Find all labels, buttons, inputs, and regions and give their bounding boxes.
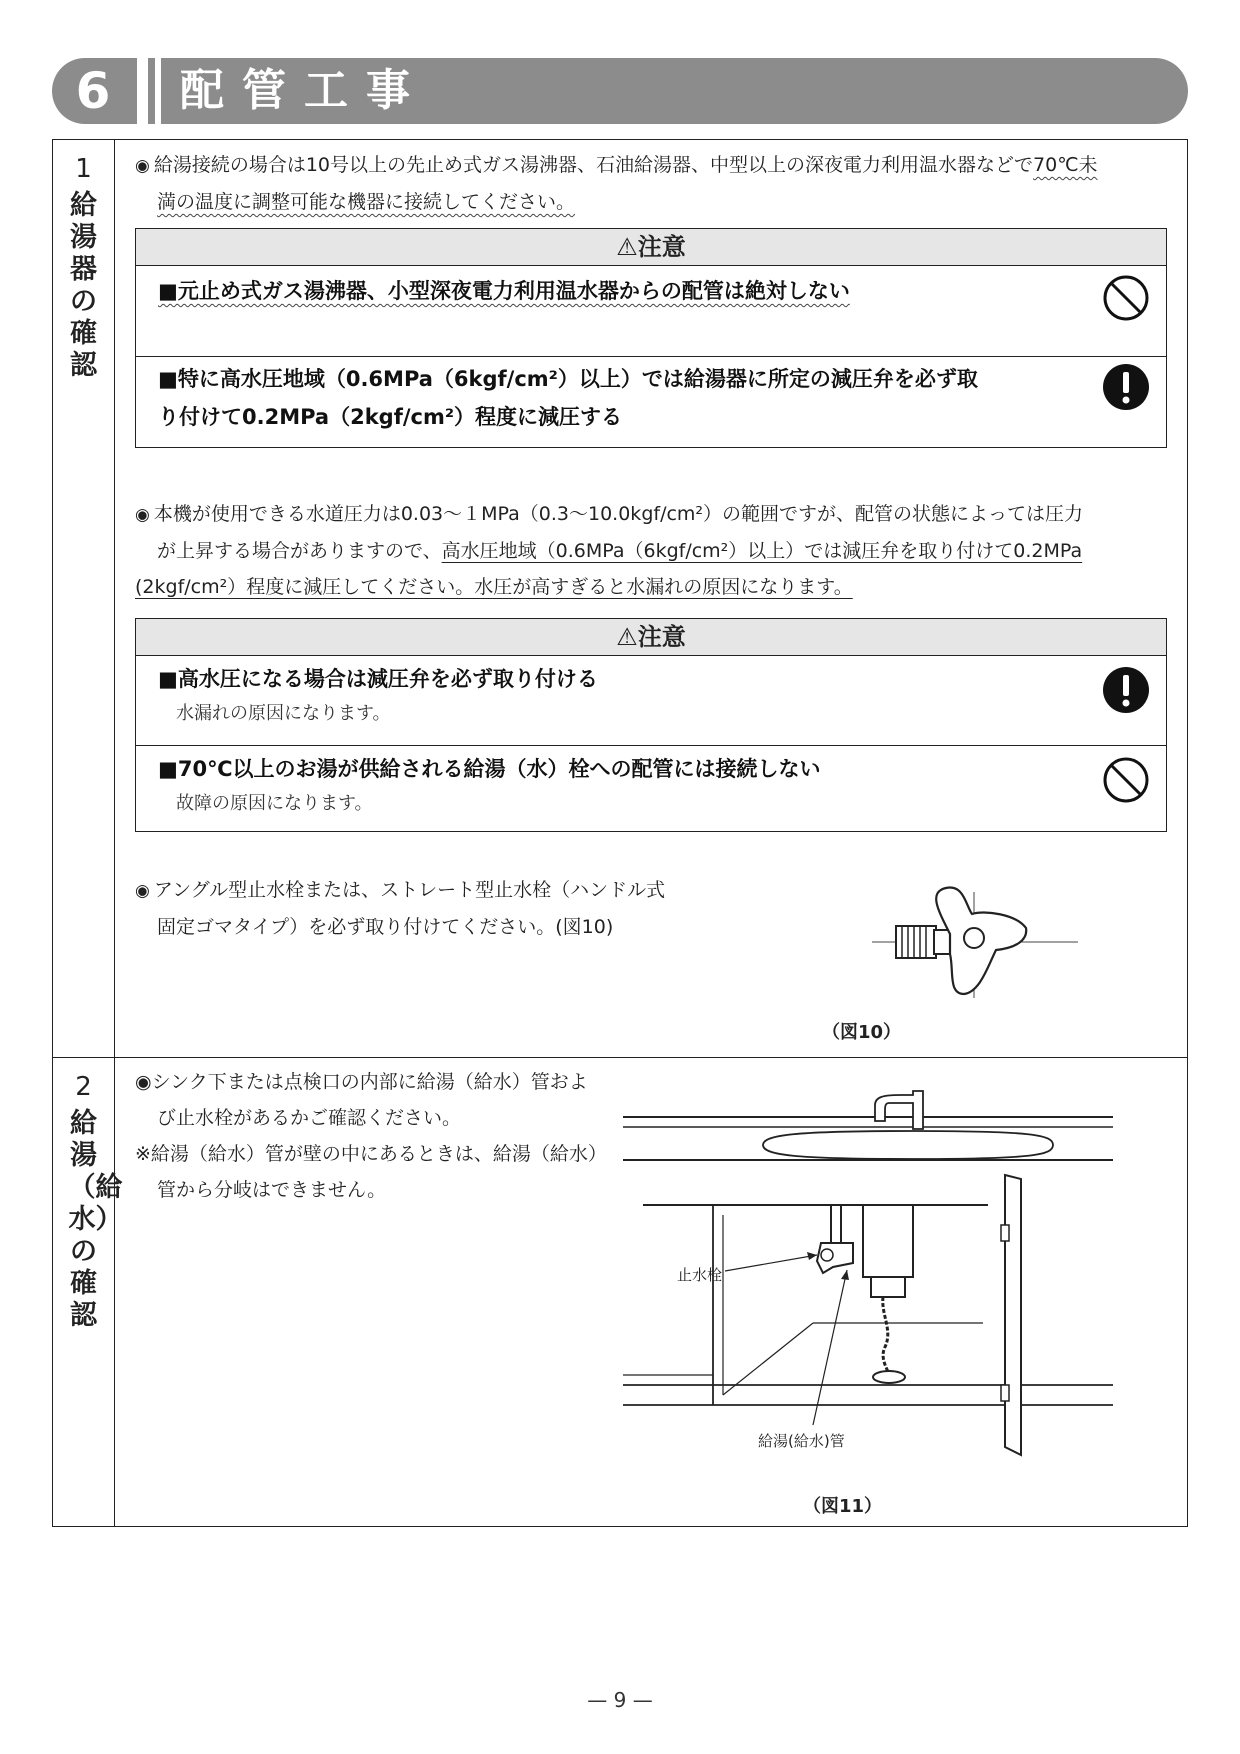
- caution-item: ■高水圧になる場合は減圧弁を必ず取り付ける 水漏れの原因になります。: [136, 656, 1166, 745]
- paragraph-hot-water-connection: ◉ 給湯接続の場合は10号以上の先止め式ガス湯沸器、石油給湯器、中型以上の深夜電力利用温水器などで70℃未 満の温度に調整可能な機器に接続してください。: [135, 154, 1098, 213]
- stop-valve-illustration: [868, 870, 1088, 1000]
- row2-label: 2 給湯（給水）の確認: [68, 1072, 123, 1331]
- caution-box-1: [135, 228, 1167, 448]
- valve-label: 止水栓: [677, 1266, 723, 1284]
- prohibit-icon: [1102, 274, 1150, 322]
- caution-item: ■70℃以上のお湯が供給される給湯（水）栓への配管には接続しない 故障の原因になります。: [136, 745, 1166, 832]
- figure-11-caption: （図11）: [803, 1496, 883, 1517]
- caution-heading: ⚠注意: [136, 229, 1166, 266]
- page-number: — 9 —: [587, 1688, 653, 1712]
- caution-heading: ⚠注意: [136, 619, 1166, 656]
- paragraph-under-sink: ◉シンク下または点検口の内部に給湯（給水）管およ び止水栓があるかご確認ください。 ※給湯（給水）管が壁の中にあるときは、給湯（給水） 管から分岐はできません。: [135, 1071, 607, 1201]
- section-title: 配管工事: [180, 65, 428, 116]
- caution-item: ■特に高水圧地域（0.6MPa（6kgf/cm²）以上）では給湯器に所定の減圧弁を必ず取 り付けて0.2MPa（2kgf/cm²）程度に減圧する: [136, 356, 1166, 448]
- paragraph-water-pressure: ◉ 本機が使用できる水道圧力は0.03～１MPa（0.3～10.0kgf/cm²）の範囲ですが、配管の状態によっては圧力 が上昇する場合がありますので、高水圧地域（0.6MPa（6kgf/cm²）以上）では減圧弁を取り付けて0.2MPa (2kgf/cm²）程度に減圧してください。水圧が高すぎると水漏れの原因になります。: [135, 503, 1084, 598]
- content-table: [52, 139, 1188, 1527]
- section-header: [52, 58, 1188, 124]
- caution-item: ■元止め式ガス湯沸器、小型深夜電力利用温水器からの配管は絶対しない: [136, 266, 1166, 356]
- section-number: 6: [75, 62, 111, 120]
- figure-10-caption: （図10）: [822, 1022, 902, 1043]
- row1-label: 1 給湯器の確認: [70, 154, 97, 381]
- caution-box-2: [135, 618, 1167, 832]
- paragraph-stop-valve: ◉ アングル型止水栓または、ストレート型止水栓（ハンドル式 固定ゴマタイプ）を必ず取り付けてください。(図10): [135, 879, 666, 938]
- mandatory-icon: [1102, 666, 1150, 714]
- pipe-label: 給湯(給水)管: [758, 1432, 845, 1450]
- mandatory-icon: [1102, 363, 1150, 411]
- prohibit-icon: [1102, 756, 1150, 804]
